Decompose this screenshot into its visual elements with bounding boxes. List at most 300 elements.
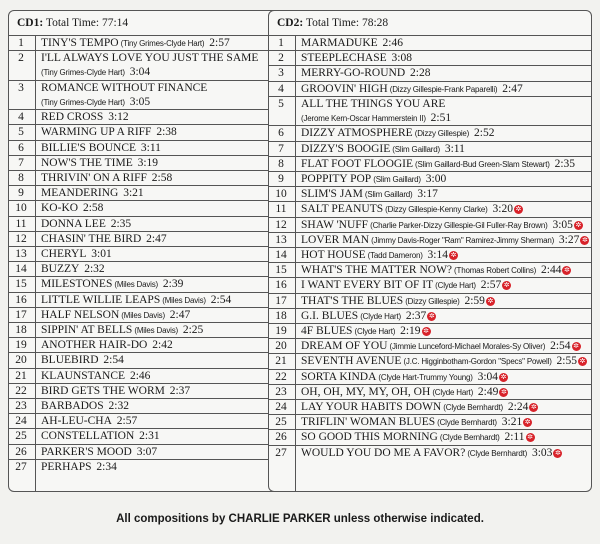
track-text-line2 [41,96,279,108]
track-row [269,308,591,324]
track-title: KO-KO [41,202,79,215]
track-text [301,447,589,459]
track-composer-credit: (Charlie Parker-Dizzy Gillespie-Gil Fuller-Ray Brown) [368,220,548,230]
track-row [269,353,591,369]
track-number: 26 [275,431,287,444]
track-number: 12 [275,218,287,231]
red-star-badge-icon: ✲ [579,357,586,366]
track-text [301,127,589,139]
track-number: 11 [15,217,27,230]
track-text [301,52,589,64]
track-text [41,82,279,94]
track-text [41,248,279,260]
track-title: BUZZY [41,263,80,276]
track-text [41,187,279,199]
red-star-badge-icon: ✲ [573,342,579,351]
track-row [269,247,591,263]
track-title: MARMADUKE [301,37,378,49]
track-duration: 2:37 [402,309,427,322]
track-composer-credit: (Clyde Hart) [433,281,476,291]
track-number: 14 [15,263,27,276]
track-row [9,352,281,368]
track-title: THRIVIN' ON A RIFF [41,172,147,184]
track-title: FLAT FOOT FLOOGIE [301,157,414,170]
track-composer-credit: (Clyde Hart) [430,387,474,397]
track-duration: 3:04 [474,370,499,383]
track-row [9,276,281,292]
track-row [269,156,591,172]
track-title: TRIFLIN' WOMAN BLUES [301,416,436,429]
track-number: 26 [15,445,27,458]
track-number: 18 [275,309,287,322]
track-number: 27 [15,460,27,473]
track-composer-credit: (Dizzy Gillespie-Kenny Clarke) [383,205,488,215]
track-row [269,414,591,430]
track-number: 19 [275,324,287,337]
track-row [269,35,591,51]
cd2-header [269,11,591,35]
track-number: 9 [278,172,284,185]
track-text [41,354,279,366]
track-number: 3 [278,67,284,80]
track-row [9,261,281,277]
track-duration: 3:05 [549,218,573,231]
cd1-total-time: Total Time: 77:14 [45,17,129,29]
track-number: 10 [15,202,27,215]
track-text [301,158,589,170]
track-row [9,307,281,323]
track-title: CHASIN' THE BIRD [41,232,142,245]
track-duration: 2:59 [461,294,485,307]
red-star-badge-icon: ✲ [428,311,435,320]
track-title: MERRY-GO-ROUND [301,67,406,80]
track-composer-credit: (Jerome Kern-Oscar Hammerstein II) [301,113,426,123]
track-number: 25 [15,430,27,443]
track-row [9,200,281,216]
track-title: I WANT EVERY BIT OF IT [301,279,434,292]
track-row [269,232,591,248]
track-row [269,445,591,461]
track-text [41,461,279,473]
track-composer-credit: (Clyde Bernhardt) [441,402,504,412]
track-number: 21 [275,355,287,368]
track-duration: 2:19 [397,324,421,337]
track-composer-credit: (Slim Gaillard) [362,190,413,200]
track-text [41,309,279,321]
track-text [41,278,279,290]
track-duration: 2:54 [547,340,571,353]
track-duration: 2:25 [179,324,204,336]
track-title: CONSTELLATION [41,430,135,443]
red-star-badge-icon: ✲ [564,266,570,275]
track-text [41,202,279,214]
track-number: 20 [275,340,287,353]
track-duration: 2:57 [477,279,502,292]
track-composer-credit: (Slim Gaillard-Bud Green-Slam Stewart) [413,159,550,169]
track-composer-credit: (Clyde Bernhardt) [435,418,497,428]
track-row [9,413,281,429]
track-title: HOT HOUSE [301,248,366,261]
track-number: 4 [278,82,284,95]
cd1-tracks [9,35,281,491]
track-duration: 2:57 [113,415,138,428]
track-duration: 2:47 [499,82,523,95]
track-composer-credit: (Dizzy Gillespie) [412,129,470,139]
track-text [41,142,279,154]
track-title: NOW'S THE TIME [41,156,133,169]
track-number: 5 [278,97,284,110]
track-duration: 3:21 [120,187,144,200]
track-row [9,292,281,308]
track-composer-credit: (Jimmy Davis-Roger "Ram" Ramirez-Jimmy Sherman) [369,235,555,245]
track-duration: 3:11 [441,142,465,155]
track-row [9,50,281,81]
track-row [9,140,281,156]
track-text [41,339,279,351]
track-composer-credit: (Slim Gaillard) [390,144,440,154]
track-number: 15 [275,264,287,277]
track-row [269,65,591,81]
track-number: 7 [278,142,284,155]
track-duration: 3:21 [498,416,523,429]
track-composer-credit: (Miles Davis) [119,310,165,320]
track-text [41,294,279,306]
track-text [301,173,589,185]
track-title: ANOTHER HAIR-DO [41,339,148,352]
track-duration: 2:58 [148,172,173,184]
track-duration: 2:32 [81,263,105,276]
red-star-badge-icon: ✲ [530,402,537,411]
track-number: 16 [15,293,27,306]
track-composer-credit: (Clyde Bernhardt) [465,448,528,458]
track-text [301,37,589,49]
track-duration: 3:04 [126,66,151,79]
track-title: BLUEBIRD [41,354,99,367]
composer-footnote: All compositions by CHARLIE PARKER unless otherwise indicated. [116,513,484,525]
cd2-label: CD2: [277,17,304,29]
track-duration: 3:19 [134,156,159,169]
track-duration: 3:00 [422,172,447,185]
track-title: CHERYL [41,248,87,260]
track-duration: 2:49 [475,385,499,398]
track-text [301,371,589,383]
track-row [269,171,591,187]
track-duration: 3:11 [138,141,161,154]
cd2-total-time: Total Time: 78:28 [305,17,389,29]
track-duration: 2:32 [105,400,129,412]
track-title: MILESTONES [41,278,113,291]
track-text [301,325,589,337]
track-title: SLIM'S JAM [301,188,363,201]
track-title: RED CROSS [41,111,104,124]
track-duration: 3:27 [556,233,580,246]
track-text [301,264,589,276]
red-star-badge-icon: ✲ [524,418,531,427]
track-title: PERHAPS [41,460,92,473]
track-title: AH-LEU-CHA [41,415,112,428]
track-duration: 2:54 [207,293,232,306]
red-star-badge-icon: ✲ [500,372,507,381]
track-row [9,459,281,475]
track-row [269,277,591,293]
track-number: 13 [15,248,27,260]
cd1-header [9,11,281,35]
track-text [301,83,589,95]
track-title: KLAUNSTANCE [41,369,126,382]
track-text [301,386,589,398]
track-title: G.I. BLUES [301,309,359,322]
track-text [301,67,589,79]
track-title: POPPITY POP [301,172,372,185]
track-composer-credit: (Miles Davis) [132,326,178,335]
track-number: 17 [15,308,27,321]
track-text [301,249,589,261]
cd2-tracks [269,35,591,491]
track-title: BIRD GETS THE WORM [41,384,165,397]
track-number: 9 [18,187,24,200]
track-composer-credit: (Miles Davis) [160,295,206,305]
track-composer-credit: (Jimmie Lunceford-Michael Morales-Sy Oliver) [387,342,546,352]
track-duration: 2:51 [427,111,452,124]
track-title: ROMANCE WITHOUT FINANCE [41,81,208,94]
red-star-badge-icon: ✲ [581,235,588,244]
track-composer-credit: (Slim Gaillard) [371,174,421,184]
track-number: 25 [275,416,287,429]
track-text [301,310,589,322]
track-row [269,384,591,400]
track-title: TINY'S TEMPO [41,37,119,49]
track-number: 16 [275,279,287,292]
track-row [269,323,591,339]
track-duration: 2:44 [538,264,562,277]
track-row [269,338,591,354]
track-duration: 3:01 [88,248,112,260]
red-star-badge-icon: ✲ [423,326,429,335]
track-number: 8 [278,157,284,170]
track-title: SEVENTH AVENUE [301,355,402,368]
track-text-line2 [41,66,279,78]
track-title: SORTA KINDA [301,370,377,383]
track-text [41,324,279,336]
track-duration: 2:34 [93,460,117,473]
track-composer-credit: (Thomas Robert Collins) [452,266,537,276]
track-composer-credit: (Dizzy Gillespie-Frank Paparelli) [387,84,498,94]
red-star-badge-icon: ✲ [450,250,457,259]
track-text [301,355,589,367]
track-number: 8 [18,172,24,184]
track-row [9,124,281,140]
track-duration: 2:42 [149,339,173,352]
track-text-line2 [301,112,589,124]
track-text [41,430,279,442]
track-duration: 2:58 [80,202,104,215]
track-number: 1 [278,37,284,49]
track-title: DIZZY ATMOSPHERE [301,127,413,140]
track-row [9,170,281,186]
track-row [269,399,591,415]
track-number: 22 [275,370,287,383]
track-row [269,186,591,202]
track-text [41,157,279,169]
track-duration: 2:24 [505,400,529,413]
track-duration: 3:03 [529,446,553,459]
track-number: 23 [275,385,287,398]
track-row [269,217,591,233]
track-row [9,80,281,111]
track-number: 20 [15,354,27,367]
track-row [9,231,281,247]
track-duration: 2:47 [166,308,191,321]
track-number: 4 [18,111,24,124]
track-title: LOVER MAN [301,233,370,246]
red-star-badge-icon: ✲ [575,220,582,229]
track-duration: 2:57 [206,37,230,49]
track-text [301,401,589,413]
track-composer-credit: (Clyde Hart-Trummy Young) [376,372,473,382]
track-row [269,293,591,309]
track-row [9,35,281,51]
track-number: 6 [278,127,284,140]
track-number: 23 [15,400,27,412]
track-row [269,50,591,66]
track-number: 27 [275,446,287,459]
track-number: 10 [275,188,287,201]
track-text [41,218,279,230]
track-title: WOULD YOU DO ME A FAVOR? [301,446,466,459]
track-text [41,385,279,397]
red-star-badge-icon: ✲ [487,296,494,305]
track-row [9,246,281,262]
track-title: 4F BLUES [301,324,353,337]
track-number: 6 [18,141,24,154]
track-composer-credit: (Clyde Hart) [352,326,396,336]
track-title: THAT'S THE BLUES [301,294,404,307]
track-number: 22 [15,384,27,397]
track-text [41,370,279,382]
track-duration: 3:07 [133,445,158,458]
red-star-badge-icon: ✲ [554,448,561,457]
track-text [301,98,589,110]
track-duration: 2:55 [553,355,577,368]
track-row [269,369,591,385]
track-row [9,368,281,384]
track-duration: 2:28 [407,67,431,80]
track-duration: 2:37 [166,384,191,397]
track-number: 19 [15,339,27,352]
track-title: SHAW 'NUFF [301,218,369,231]
track-number: 11 [275,203,287,216]
track-row [9,428,281,444]
track-title: LAY YOUR HABITS DOWN [301,400,442,413]
track-text [301,340,589,352]
track-duration: 2:47 [143,232,167,245]
track-row [9,216,281,232]
track-duration: 3:12 [105,111,129,124]
track-text [41,400,279,412]
track-number: 18 [15,324,27,336]
track-row [9,383,281,399]
track-text [301,188,589,200]
track-text [41,126,279,138]
track-number: 2 [18,52,24,65]
track-duration: 2:39 [160,278,184,291]
track-composer-credit: (Tiny Grimes-Clyde Hart) [41,68,125,78]
track-title: HALF NELSON [41,308,120,321]
track-text [301,234,589,246]
track-duration: 2:35 [107,217,132,230]
track-title: BARBADOS [41,400,104,412]
track-row [269,262,591,278]
track-number: 12 [15,232,27,245]
red-star-badge-icon: ✲ [503,281,510,290]
track-text [41,446,279,458]
track-duration: 2:38 [153,126,177,139]
track-duration: 3:14 [424,248,448,261]
track-number: 21 [15,369,27,382]
track-row [9,185,281,201]
track-composer-credit: (Miles Davis) [112,280,159,290]
track-composer-credit: (Clyde Hart) [358,311,401,321]
track-duration: 3:17 [414,188,438,201]
track-row [269,141,591,157]
track-title: BILLIE'S BOUNCE [41,141,137,154]
track-title: DREAM OF YOU [301,340,388,353]
track-duration: 3:05 [126,95,151,108]
track-number: 14 [275,248,287,261]
track-duration: 2:11 [501,431,525,444]
track-title: GROOVIN' HIGH [301,82,388,95]
track-number: 5 [18,126,24,139]
track-composer-credit: (Tiny Grimes-Clyde Hart) [118,39,205,48]
track-duration: 2:52 [471,127,495,140]
track-text [41,52,279,64]
track-title: SO GOOD THIS MORNING [301,431,438,444]
track-title: STEEPLECHASE [301,52,387,65]
track-duration: 2:31 [136,430,160,443]
track-text [41,111,279,123]
track-title: DIZZY'S BOOGIE [301,142,391,155]
track-row [9,337,281,353]
track-title: DONNA LEE [41,217,106,230]
track-text [41,172,279,184]
track-text [41,37,279,49]
track-text [41,233,279,245]
track-row [269,201,591,217]
track-duration: 3:20 [489,203,513,216]
track-composer-credit: (Tiny Grimes-Clyde Hart) [41,97,125,107]
track-text [301,203,589,215]
track-number: 7 [18,156,24,169]
track-number: 3 [18,81,24,94]
red-star-badge-icon: ✲ [515,205,522,214]
track-duration: 2:46 [127,369,151,382]
track-row [9,322,281,338]
track-title: SIPPIN' AT BELLS [41,324,133,336]
track-row [269,96,591,127]
track-duration: 2:54 [100,354,124,367]
track-number: 24 [275,400,287,413]
track-title: MEANDERING [41,187,119,200]
track-row [9,109,281,125]
track-row [9,398,281,414]
track-duration: 2:35 [551,157,576,170]
track-text [301,279,589,291]
cd1-tracklist [8,10,282,492]
track-number: 13 [275,233,287,246]
track-text [301,416,589,428]
track-composer-credit: (Clyde Bernhardt) [437,433,500,443]
track-title: ALL THE THINGS YOU ARE [301,97,446,110]
